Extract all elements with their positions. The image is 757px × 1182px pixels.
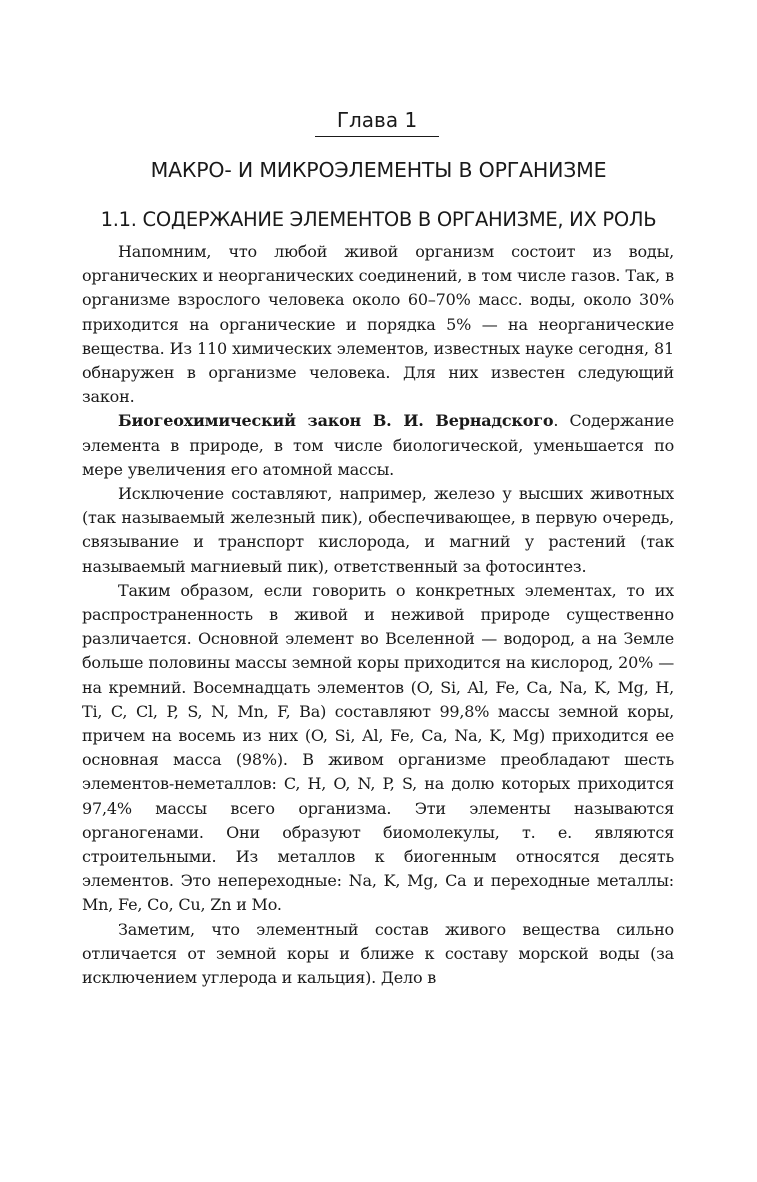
chapter-title: МАКРО- И МИКРОЭЛЕМЕНТЫ В ОРГАНИЗМЕ xyxy=(150,158,607,182)
paragraph-1: Напомним, что любой живой организм состоит из воды, органических и неорганических соединений, в том числе газов. Так, в организме взрослого человека около 60–70% масс. воды, около 30% приходится на органические и порядка 5% — на неорганические вещества. Из 110 химических элементов, известных науке сегодня, 81 обнаружен в организме человека. Для них известен следующий закон. xyxy=(82,242,674,407)
paragraph-4: Таким образом, если говорить о конкретных элементах, то их распространенность в живой и неживой природе существенно различается. Основной элемент во Вселенной — водород, а на Земле больше половины массы земной коры приходится на кислород, 20% — на кремний. Восемнадцать элементов (O, Si, Al, Fe, Ca, Na, K, Mg, H, Ti, C, Cl, P, S, N, Mn, F, Ba) составляют 99,8% массы земной коры, причем на восемь из них (O, Si, Al, Fe, Ca, Na, K, Mg) приходится ее основная масса (98%). В живом организме преобладают шесть элементов-неметаллов: C, H, O, N, P, S, на долю которых приходится 97,4% массы всего организма. Эти элементы называются органогенами. Они образуют биомолекулы, т. е. являются строительными. Из металлов к биогенным относятся десять элементов. Это непереходные: Na, K, Mg, Ca и переходные металлы: Mn, Fe, Co, Cu, Zn и Mo. xyxy=(82,580,674,915)
paragraph-5: Заметим, что элементный состав живого вещества сильно отличается от земной коры и ближе к составу морской воды (за исключением углерода и кальция). Дело в xyxy=(82,919,674,988)
section-heading: 1.1. СОДЕРЖАНИЕ ЭЛЕМЕНТОВ В ОРГАНИЗМЕ, ИХ РОЛЬ xyxy=(100,208,657,231)
body-text xyxy=(82,240,674,990)
paragraph-3: Исключение составляют, например, железо у высших животных (так называемый железный пик), обеспечивающее, в первую очередь, связывание и транспорт кислорода, и магний у растений (так называемый магниевый пик), ответственный за фотосинтез. xyxy=(82,484,674,576)
paragraph-2 xyxy=(82,409,674,482)
law-name: Биогеохимический закон В. И. Вернадского xyxy=(118,411,554,431)
chapter-label: Глава 1 xyxy=(315,108,439,137)
law-text: . Содержание элемента в природе, в том числе биологической, уменьшается по мере увеличения его атомной массы. xyxy=(82,411,674,479)
